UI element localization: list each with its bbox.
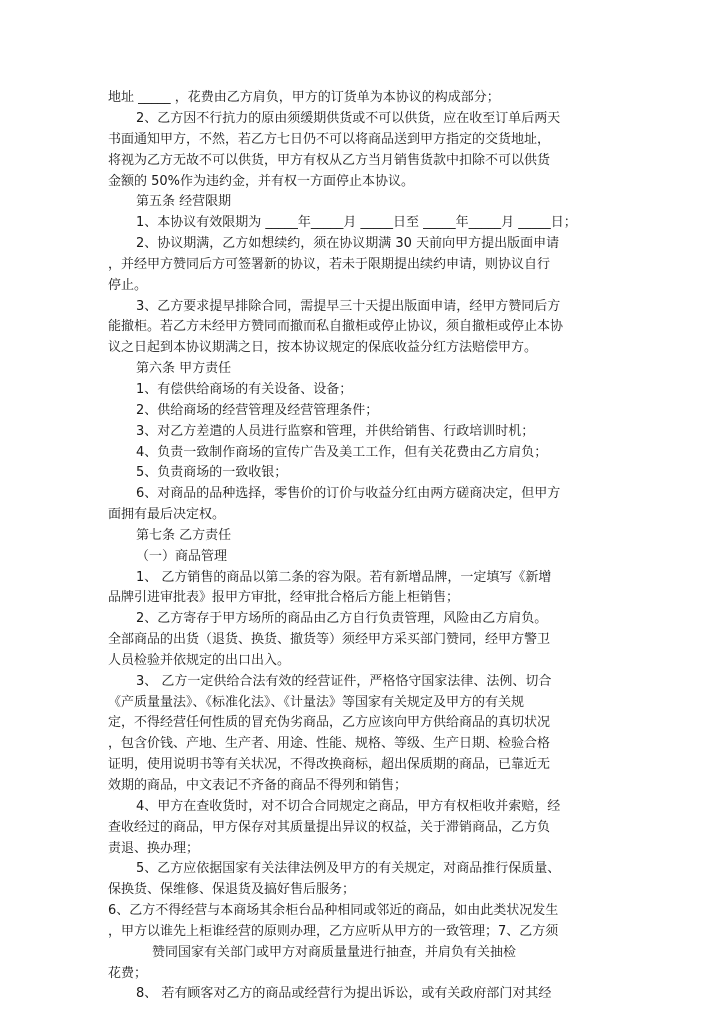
- text-line: 书面通知甲方，不然，若乙方七日仍不可以将商品送到甲方指定的交货地址，: [108, 132, 551, 147]
- text-line: 《产质量量法》、《标准化法》、《计量法》等国家有关规定及甲方的有关规: [108, 695, 525, 710]
- text-line: 2、乙方因不行抗力的原由须缓期供货或不可以供货，应在收至订单后两天: [136, 111, 561, 126]
- text-line: 品牌引进审批表》报甲方审批，经审批合格后方能上柜销售；: [108, 590, 460, 605]
- section-heading: 第五条 经营限期: [136, 194, 232, 209]
- text-line: 面拥有最后决定权。: [108, 507, 226, 522]
- text-line: 地址 _____ ，花费由乙方肩负，甲方的订货单为本协议的构成部分；: [108, 90, 500, 105]
- text-line: 5、负责商场的一致收银；: [136, 465, 288, 480]
- section-heading: 第六条 甲方责任: [136, 361, 232, 376]
- text-line: 停止。: [108, 278, 148, 293]
- text-line: 5、乙方应依据国家有关法律法例及甲方的有关规定，对商品推行保质量、: [136, 861, 561, 876]
- text-line: 1、本协议有效限期为 _____年_____月 _____日至 _____年_____月 _____日；: [136, 215, 577, 230]
- text-line: 3、乙方要求提早排除合同，需提早三十天提出版面申请，经甲方赞同后方: [136, 299, 561, 314]
- text-line: 1、有偿供给商场的有关设备、设备；: [136, 382, 353, 397]
- text-line: 3、 乙方一定供给合法有效的经营证件，严格恪守国家法律、法例、切合: [136, 674, 552, 689]
- text-line: 1、 乙方销售的商品以第二条的容为限。若有新增品牌，一定填写《新增: [136, 570, 552, 585]
- text-line: 定，不得经营任何性质的冒充伪劣商品，乙方应该向甲方供给商品的真切状况: [108, 715, 551, 730]
- text-line: 效期的商品，中文表记不齐备的商品不得列和销售；: [108, 778, 408, 793]
- text-line: 赞同国家有关部门或甲方对商质量量进行抽查，并肩负有关抽检: [152, 945, 517, 960]
- text-line: 2、供给商场的经营管理及经营管理条件；: [136, 403, 379, 418]
- subsection-heading: （一）商品管理: [136, 549, 228, 564]
- text-line: 议之日起到本协议期满之日，按本协议规定的保底收益分红方法赔偿甲方。: [108, 340, 538, 355]
- text-line: 能撤柜。若乙方未经甲方赞同而撤而私自撤柜或停止协议，须自撤柜或停止本协: [108, 319, 564, 334]
- text-line: 4、甲方在查收货时，对不切合合同规定之商品，甲方有权柜收并索赔，经: [136, 799, 561, 814]
- text-line: 3、对乙方差遣的人员进行监察和管理，并供给销售、行政培训时机；: [136, 424, 535, 439]
- text-line: 2、乙方寄存于甲方场所的商品由乙方自行负责管理，风险由乙方肩负。: [136, 611, 548, 626]
- text-line: 证明，使用说明书等有关状况，不得改换商标，超出保质期的商品，已靠近无: [108, 757, 551, 772]
- text-line: 查收经过的商品，甲方保存对其质量提出异议的权益，关于滞销商品，乙方负: [108, 820, 551, 835]
- text-line: 6、对商品的品种选择，零售价的订价与收益分红由两方磋商决定，但甲方: [136, 486, 561, 501]
- text-line: 4、负责一致制作商场的宣传广告及美工工作，但有关花费由乙方肩负；: [136, 445, 548, 460]
- text-line: 8、 若有顾客对乙方的商品或经营行为提出诉讼，或有关政府部门对其经: [136, 986, 552, 1001]
- text-line: ，甲方以谁先上柜谁经营的原则办理，乙方应听从甲方的一致管理；7、乙方须: [108, 924, 559, 939]
- text-line: 全部商品的出货（退货、换货、撤货等）须经甲方采买部门赞同，经甲方警卫: [108, 632, 551, 647]
- text-line: 花费；: [108, 966, 148, 981]
- text-line: 责退、换办理；: [108, 841, 200, 856]
- text-line: 保换货、保维修、保退货及搞好售后服务；: [108, 882, 356, 897]
- text-line: 人员检验并依规定的出口出入。: [108, 653, 291, 668]
- text-line: ，包含价钱、产地、生产者、用途、性能、规格、等级、生产日期、检验合格: [108, 736, 551, 751]
- text-line: ，并经甲方赞同后方可签署新的协议，若未于限期提出续约申请，则协议自行: [108, 257, 551, 272]
- text-line: 金额的 50%作为违约金，并有权一方面停止本协议。: [108, 174, 415, 189]
- text-line: 2、协议期满，乙方如想续约，须在协议期满 30 天前向甲方提出版面申请: [136, 236, 560, 251]
- section-heading: 第七条 乙方责任: [136, 528, 232, 543]
- text-line: 6、乙方不得经营与本商场其余柜台品种相同或邻近的商品，如由此类状况发生: [108, 903, 559, 918]
- text-line: 将视为乙方无故不可以供货，甲方有权从乙方当月销售货款中扣除不可以供货: [108, 153, 551, 168]
